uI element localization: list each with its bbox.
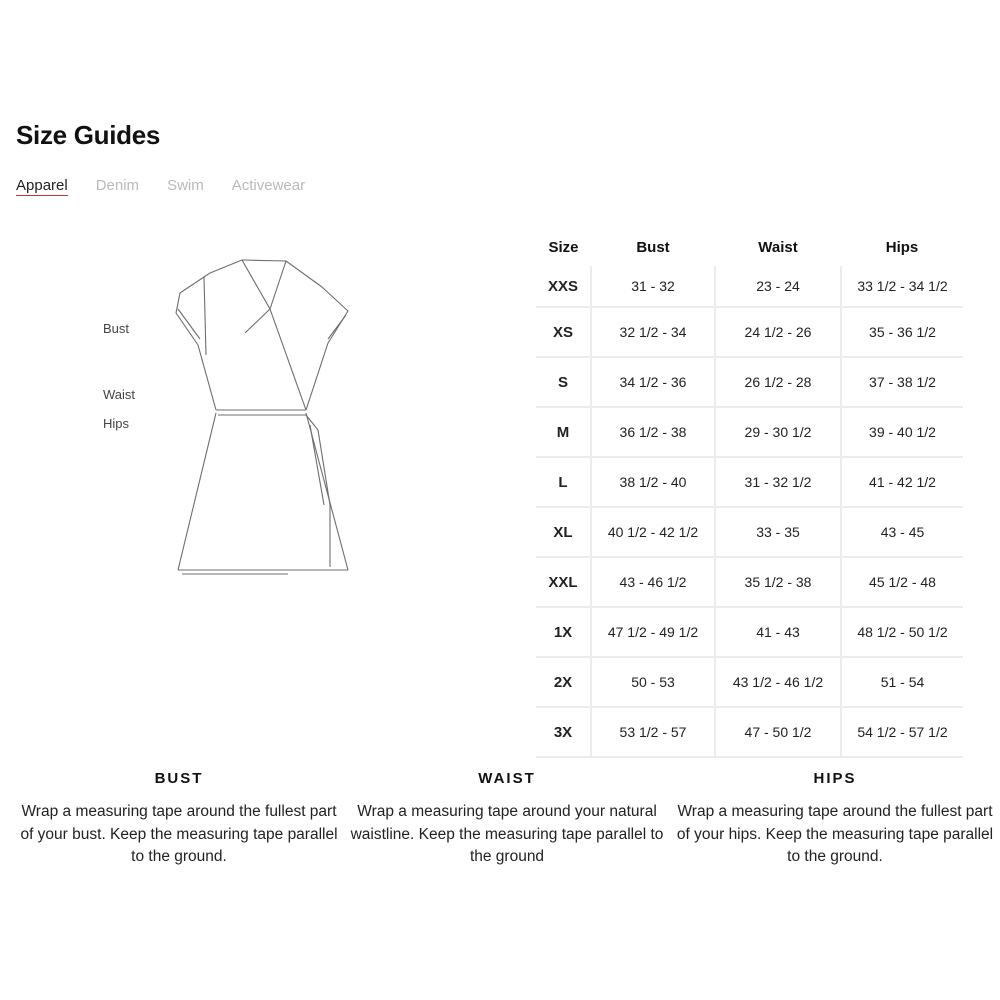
page-title: Size Guides <box>16 120 161 150</box>
header-waist: Waist <box>758 238 798 256</box>
hips-cell: 48 1/2 - 50 1/2 <box>841 607 963 657</box>
waist-cell: 47 - 50 1/2 <box>715 707 841 757</box>
bust-instruction-heading: BUST <box>154 770 204 787</box>
bust-cell: 38 1/2 - 40 <box>591 457 715 507</box>
table-row <box>536 657 963 707</box>
size-cell: 2X <box>536 657 591 707</box>
bust-cell: 34 1/2 - 36 <box>591 357 715 407</box>
hips-instruction <box>674 770 996 869</box>
size-cell: XXS <box>536 266 591 307</box>
bust-cell: 53 1/2 - 57 <box>591 707 715 757</box>
bust-label: Bust <box>103 321 130 336</box>
tab-swim[interactable]: Swim <box>167 177 204 194</box>
dress-illustration <box>170 255 370 585</box>
waist-instruction-heading: WAIST <box>478 770 536 787</box>
waist-cell: 43 1/2 - 46 1/2 <box>715 657 841 707</box>
hips-cell: 51 - 54 <box>841 657 963 707</box>
hips-cell: 33 1/2 - 34 1/2 <box>841 266 963 307</box>
table-header-row <box>536 228 963 266</box>
measurement-figure <box>100 250 370 580</box>
waist-cell: 35 1/2 - 38 <box>715 557 841 607</box>
waist-cell: 41 - 43 <box>715 607 841 657</box>
header-hips: Hips <box>885 238 919 256</box>
hips-instruction-heading: HIPS <box>813 770 857 787</box>
table-row <box>536 307 963 357</box>
waist-cell: 24 1/2 - 26 <box>715 307 841 357</box>
size-cell: XL <box>536 507 591 557</box>
waist-label: Waist <box>103 387 136 402</box>
waist-cell: 31 - 32 1/2 <box>715 457 841 507</box>
waist-cell: 29 - 30 1/2 <box>715 407 841 457</box>
waist-instruction <box>347 770 667 869</box>
waist-cell: 26 1/2 - 28 <box>715 357 841 407</box>
hips-cell: 35 - 36 1/2 <box>841 307 963 357</box>
table-row <box>536 557 963 607</box>
waist-cell: 33 - 35 <box>715 507 841 557</box>
bust-instruction-text: Wrap a measuring tape around the fullest part of your bust. Keep the measuring tape parallel to the ground. <box>20 803 338 865</box>
hips-cell: 39 - 40 1/2 <box>841 407 963 457</box>
bust-cell: 32 1/2 - 34 <box>591 307 715 357</box>
table-row <box>536 407 963 457</box>
size-cell: 3X <box>536 707 591 757</box>
size-cell: M <box>536 407 591 457</box>
tab-apparel[interactable]: Apparel <box>16 177 68 194</box>
bust-cell: 40 1/2 - 42 1/2 <box>591 507 715 557</box>
bust-cell: 31 - 32 <box>591 266 715 307</box>
hips-cell: 54 1/2 - 57 1/2 <box>841 707 963 757</box>
hips-cell: 43 - 45 <box>841 507 963 557</box>
hips-instruction-text: Wrap a measuring tape around the fullest part of your hips. Keep the measuring tape parallel to the ground. <box>676 803 994 865</box>
waist-instruction-text: Wrap a measuring tape around your natural waistline. Keep the measuring tape parallel to the ground <box>350 803 664 865</box>
size-cell: 1X <box>536 607 591 657</box>
bust-cell: 36 1/2 - 38 <box>591 407 715 457</box>
table-row <box>536 457 963 507</box>
size-cell: S <box>536 357 591 407</box>
bust-cell: 43 - 46 1/2 <box>591 557 715 607</box>
table-row <box>536 266 963 307</box>
header-bust: Bust <box>636 238 670 256</box>
size-cell: XS <box>536 307 591 357</box>
table-row <box>536 607 963 657</box>
size-cell: L <box>536 457 591 507</box>
table-row <box>536 357 963 407</box>
table-row <box>536 507 963 557</box>
tab-denim[interactable]: Denim <box>95 177 140 194</box>
bust-cell: 50 - 53 <box>591 657 715 707</box>
size-cell: XXL <box>536 557 591 607</box>
hips-cell: 45 1/2 - 48 <box>841 557 963 607</box>
waist-cell: 23 - 24 <box>715 266 841 307</box>
header-size: Size <box>548 238 579 256</box>
hips-cell: 41 - 42 1/2 <box>841 457 963 507</box>
bust-instruction <box>20 770 338 869</box>
hips-cell: 37 - 38 1/2 <box>841 357 963 407</box>
size-chart-table <box>536 228 963 758</box>
tab-activewear[interactable]: Activewear <box>231 177 306 194</box>
hips-label: Hips <box>103 416 130 431</box>
table-row <box>536 707 963 757</box>
category-tabs <box>16 177 333 196</box>
bust-cell: 47 1/2 - 49 1/2 <box>591 607 715 657</box>
